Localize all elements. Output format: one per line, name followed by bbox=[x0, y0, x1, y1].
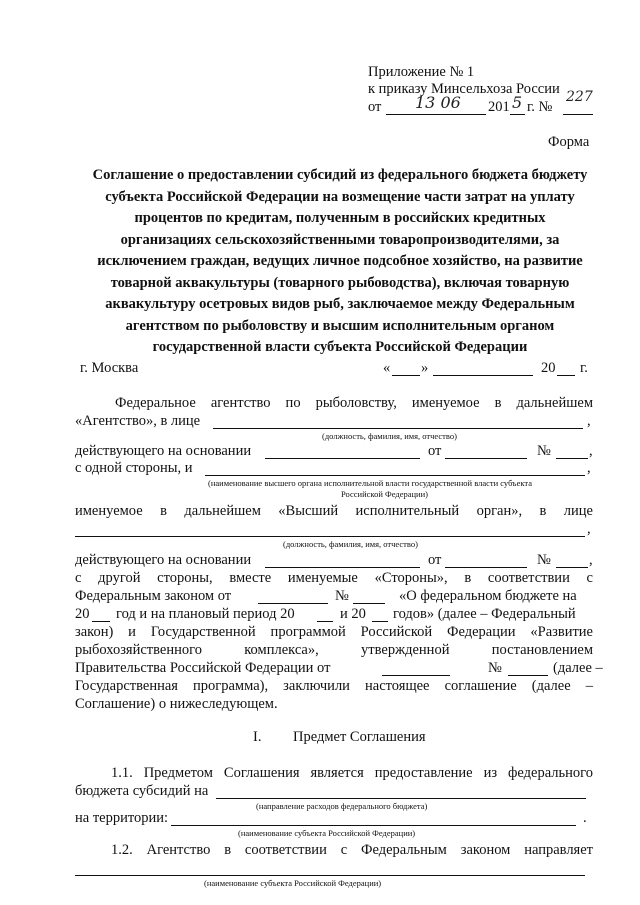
year-line bbox=[557, 375, 575, 376]
month-line bbox=[433, 375, 533, 376]
title-line: процентов по кредитам, полученным в российских кредитных bbox=[134, 210, 546, 226]
paragraph-line: Федеральным законом от bbox=[75, 588, 232, 604]
handwritten-year-digit: 5 bbox=[512, 93, 523, 112]
paragraph-line: 1.1. Предметом Соглашения является предоставление из федерального bbox=[111, 765, 593, 781]
paragraph-line: и 20 bbox=[340, 606, 366, 622]
acting-basis-label-2: действующего на основании bbox=[75, 552, 252, 568]
territory-line bbox=[171, 825, 576, 826]
territory-label: на территории: bbox=[75, 810, 169, 826]
number-label-2: № bbox=[537, 552, 551, 568]
budget-year-line bbox=[92, 621, 110, 622]
from-label-2: от bbox=[428, 552, 442, 568]
decree-date-line bbox=[382, 675, 450, 676]
law-date-line bbox=[258, 603, 328, 604]
title-line: субъекта Российской Федерации на возмещение части затрат на уплату bbox=[105, 188, 575, 205]
agency-representative-line bbox=[213, 428, 583, 429]
paragraph-line: «О федеральном бюджете на bbox=[399, 588, 577, 604]
paragraph-line: 1.2. Агентство в соответствии с Федеральным законом направляет bbox=[111, 842, 593, 858]
section-title: Предмет Соглашения bbox=[293, 729, 426, 745]
from-label: от bbox=[428, 443, 442, 459]
quote-open: « bbox=[383, 360, 391, 376]
number-label-3: № bbox=[335, 588, 349, 604]
caption-position-name-2: (должность, фамилия, имя, отчество) bbox=[283, 539, 418, 549]
title-line: товарной аквакультуры (товарного рыбоводства), включая товарную bbox=[110, 274, 570, 291]
paragraph-line: бюджета субсидий на bbox=[75, 783, 209, 799]
caption-region-name-2: (наименование субъекта Российской Федерации) bbox=[204, 878, 382, 888]
handwritten-date: 13 06 bbox=[415, 93, 461, 112]
regional-representative-line bbox=[75, 536, 585, 537]
region-line bbox=[75, 875, 585, 876]
paragraph-line: год и на плановый период 20 bbox=[116, 606, 295, 622]
decree-number-line bbox=[508, 675, 548, 676]
agreement-title bbox=[80, 165, 600, 359]
order-date-line bbox=[386, 114, 486, 115]
paragraph-line: рыбохозяйственного комплекса», утвержденной постановлением bbox=[75, 642, 593, 658]
paragraph-line: Государственная программа), заключили настоящее соглашение (далее – bbox=[75, 678, 593, 694]
basis-line-2 bbox=[265, 567, 420, 568]
paragraph-line: (далее – bbox=[553, 660, 603, 676]
title-line: Соглашение о предоставлении субсидий из федерального бюджета бюджету bbox=[92, 167, 588, 183]
paragraph-line: именуемое в дальнейшем «Высший исполнительный орган», в лице bbox=[75, 503, 593, 519]
year-prefix: 201 bbox=[488, 99, 510, 115]
order-number-line bbox=[563, 114, 593, 115]
year-digit-line bbox=[510, 114, 525, 115]
day-line bbox=[392, 375, 420, 376]
acting-basis-label: действующего на основании bbox=[75, 443, 252, 459]
title-line: агентством по рыболовству и высшим исполнительным органом bbox=[125, 317, 555, 334]
order-number-label: г. № bbox=[527, 99, 553, 115]
year-suffix: г. bbox=[580, 360, 588, 376]
basis-line bbox=[265, 458, 420, 459]
paragraph-line: закон) и Государственной программой Российской Федерации «Развитие bbox=[75, 624, 593, 640]
paragraph-line: годов» (далее – Федеральный bbox=[393, 606, 576, 622]
title-line: исключением граждан, ведущих личное подсобное хозяйство, на развитие bbox=[97, 253, 583, 269]
order-date-label: от bbox=[368, 99, 382, 115]
title-line: аквакультуру осетровых видов рыб, заключаемое между Федеральным bbox=[105, 296, 575, 312]
caption-regional-authority-2: Российской Федерации) bbox=[341, 489, 428, 499]
one-side-label: с одной стороны, и bbox=[75, 460, 193, 476]
quote-close: » bbox=[421, 360, 429, 376]
section-number: I. bbox=[253, 729, 262, 745]
law-number-line bbox=[353, 603, 385, 604]
caption-position-name: (должность, фамилия, имя, отчество) bbox=[322, 431, 457, 441]
number-label: № bbox=[537, 443, 551, 459]
paragraph-line: с другой стороны, вместе именуемые «Стороны», в соответствии с bbox=[75, 570, 593, 586]
caption-regional-authority: (наименование высшего органа исполнительной власти государственной власти субъекта bbox=[208, 478, 532, 488]
basis-number-line-2 bbox=[556, 567, 588, 568]
caption-region-name: (наименование субъекта Российской Федерации) bbox=[238, 828, 416, 838]
appendix-number: Приложение № 1 bbox=[368, 64, 475, 80]
form-label: Форма bbox=[548, 134, 590, 150]
basis-number-line bbox=[556, 458, 588, 459]
expense-direction-line bbox=[216, 798, 586, 799]
city: г. Москва bbox=[80, 360, 139, 376]
paragraph-line: Соглашение) о нижеследующем. bbox=[75, 696, 278, 712]
plan-year1-line bbox=[317, 621, 333, 622]
title-line: государственной власти субъекта Российской Федерации bbox=[152, 339, 528, 355]
budget-year-prefix: 20 bbox=[75, 606, 90, 622]
plan-year2-line bbox=[372, 621, 388, 622]
paragraph-line: Федеральное агентство по рыболовству, именуемое в дальнейшем bbox=[115, 395, 593, 411]
basis-date-line bbox=[445, 458, 527, 459]
century: 20 bbox=[541, 360, 556, 376]
paragraph-line: «Агентство», в лице bbox=[75, 413, 201, 429]
basis-date-line-2 bbox=[445, 567, 527, 568]
caption-expense-direction: (направление расходов федерального бюджета) bbox=[256, 801, 428, 811]
title-line: организациях сельскохозяйственными товаропроизводителями, за bbox=[120, 231, 560, 248]
regional-authority-line bbox=[205, 475, 585, 476]
territory-dot: . bbox=[583, 810, 587, 826]
paragraph-line: Правительства Российской Федерации от bbox=[75, 660, 331, 676]
handwritten-order-number: 227 bbox=[566, 89, 593, 105]
number-label-4: № bbox=[488, 660, 502, 676]
order-reference: к приказу Минсельхоза России bbox=[368, 81, 560, 97]
